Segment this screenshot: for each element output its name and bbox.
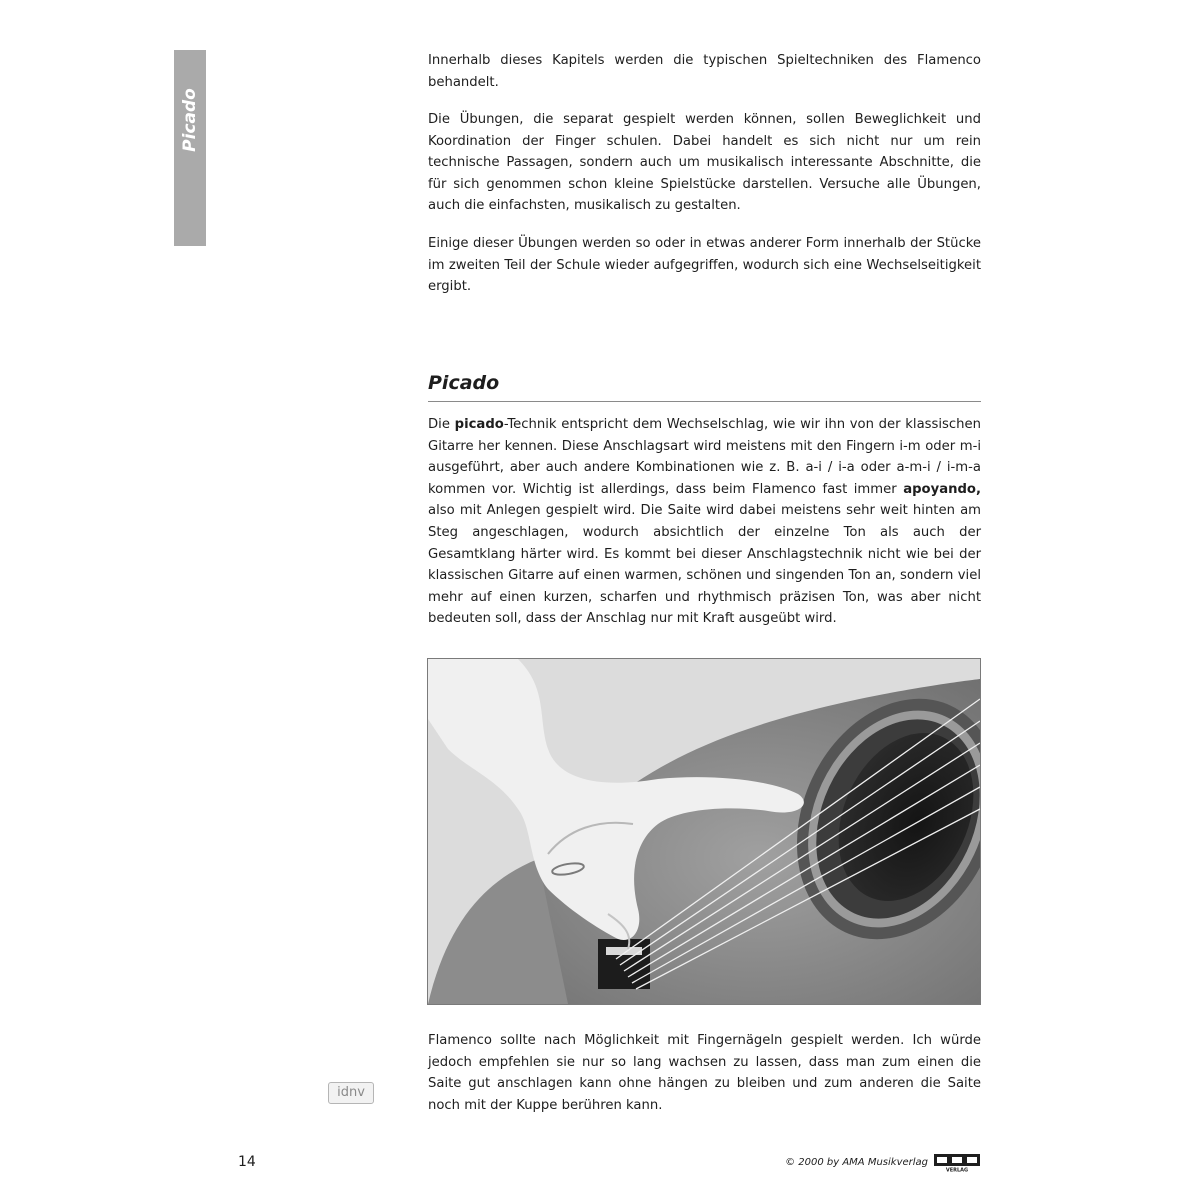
intro-paragraph-2: Die Übungen, die separat gespielt werden können, sollen Beweglichkeit und Koordination der Finger schulen. Dabei handelt es sich nicht nur um rein technische Passagen, sondern auch um musikalisch interessante Abschnitte, die für sich genommen schon kleine Spielstücke darstellen. Versuche alle Übungen, auch die einfachsten, musikalisch zu gestalten. (428, 112, 981, 214)
picado-paragraph (428, 414, 981, 630)
picado-text-3: also mit Anlegen gespielt wird. Die Saite wird dabei meistens sehr weit hinten am Steg angeschlagen, wodurch absichtlich der einzelne Ton als auch der Gesamtklang härter wird. Es kommt bei dieser Anschlagstechnik nicht wie bei der klassischen Gitarre auf einen warmen, schönen und singenden Ton an, sondern viel mehr auf einen kurzen, scharfen und rhythmisch präzisen Ton, was aber nicht bedeuten soll, dass der Anschlag nur mit Kraft ausgeübt wird. (428, 503, 981, 627)
chapter-side-tab-label: Picado (180, 88, 200, 152)
publisher-logo-icon (934, 1154, 980, 1172)
picado-text-1: Die (428, 417, 455, 432)
intro-paragraph-1: Innerhalb dieses Kapitels werden die typischen Spieltechniken des Flamenco behandelt. (428, 53, 981, 90)
copyright-notice: © 2000 by AMA Musikverlag (785, 1157, 928, 1168)
watermark-stamp: idnv (328, 1082, 374, 1104)
picado-text-2: -Technik entspricht dem Wechselschlag, wie wir ihn von der klassischen Gitarre her kennen. Diese Anschlagsart wird meistens mit den Fingern i-m oder m-i ausgeführt, aber auch andere Kombinationen wie z. B. a-i / i-a oder a-m-i / i-m-a kommen vor. Wichtig ist allerdings, dass beim Flamenco fast immer (428, 417, 982, 497)
intro-paragraph-3: Einige dieser Übungen werden so oder in etwas anderer Form innerhalb der Stücke im zweiten Teil der Schule wieder aufgegriffen, wodurch sich eine Wechselseitigkeit ergibt. (428, 236, 981, 295)
nails-paragraph: Flamenco sollte nach Möglichkeit mit Fingernägeln gespielt werden. Ich würde jedoch empfehlen sie nur so lang wachsen zu lassen, dass man zum einen die Saite gut anschlagen kann ohne hängen zu bleiben und zum anderen die Saite noch mit der Kuppe berühren kann. (428, 1033, 981, 1113)
apoyando-term: apoyando, (903, 481, 981, 497)
section-heading: Picado (428, 372, 981, 402)
chapter-side-tab (174, 50, 206, 246)
picado-term: picado (454, 417, 504, 432)
page-number: 14 (238, 1154, 256, 1170)
guitar-hand-photo (427, 658, 981, 1005)
publisher-logo-text: VERLAG (945, 1167, 969, 1172)
